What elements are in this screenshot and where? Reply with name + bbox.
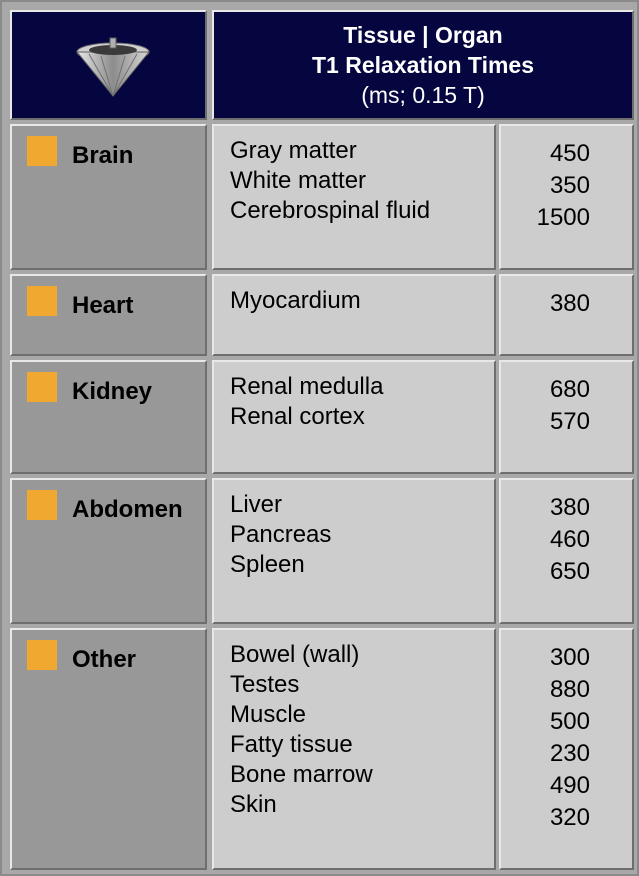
tissues-other xyxy=(212,628,496,870)
category-label: Heart xyxy=(72,292,134,319)
category-swatch xyxy=(27,136,57,166)
diamond-magnet-icon xyxy=(72,34,154,106)
tissue-name: Bone marrow xyxy=(230,761,373,788)
category-label: Kidney xyxy=(72,378,153,405)
category-other xyxy=(10,628,207,870)
values-heart xyxy=(499,274,634,356)
tissues-abdomen xyxy=(212,478,496,624)
values-other xyxy=(499,628,634,870)
tissue-name: Myocardium xyxy=(230,287,361,314)
logo-cell xyxy=(10,10,207,120)
tissue-name: Renal cortex xyxy=(230,403,365,430)
title-line-3: (ms; 0.15 T) xyxy=(361,82,485,108)
t1-value: 500 xyxy=(549,708,590,735)
t1-value: 490 xyxy=(549,772,590,799)
category-heart xyxy=(10,274,207,356)
t1-value: 1500 xyxy=(536,204,590,231)
category-kidney xyxy=(10,360,207,474)
tissue-name: Cerebrospinal fluid xyxy=(230,197,431,224)
values-abdomen xyxy=(499,478,634,624)
tissues-kidney xyxy=(212,360,496,474)
category-brain xyxy=(10,124,207,270)
tissue-name: Liver xyxy=(230,491,283,518)
tissue-name: Renal medulla xyxy=(230,373,384,400)
values-brain xyxy=(499,124,634,270)
t1-value: 680 xyxy=(549,376,590,403)
category-swatch xyxy=(27,372,57,402)
t1-value: 460 xyxy=(549,526,590,553)
tissue-name: Gray matter xyxy=(230,137,357,164)
tissues-brain xyxy=(212,124,496,270)
title-line-2: T1 Relaxation Times xyxy=(312,52,534,78)
values-kidney xyxy=(499,360,634,474)
tissue-name: White matter xyxy=(230,167,367,194)
category-swatch xyxy=(27,286,57,316)
t1-value: 380 xyxy=(549,494,590,521)
tissue-name: Bowel (wall) xyxy=(230,641,360,668)
tissue-name: Testes xyxy=(230,671,300,698)
category-swatch xyxy=(27,640,57,670)
tissue-name: Pancreas xyxy=(230,521,332,548)
t1-value: 300 xyxy=(549,644,590,671)
tissues-heart xyxy=(212,274,496,356)
tissue-name: Fatty tissue xyxy=(230,731,353,758)
tissue-name: Skin xyxy=(230,791,277,818)
table-title xyxy=(212,10,634,120)
category-label: Brain xyxy=(72,142,134,169)
t1-value: 230 xyxy=(549,740,590,767)
title-line-1: Tissue | Organ xyxy=(343,22,503,48)
t1-value: 380 xyxy=(549,290,590,317)
tissue-name: Muscle xyxy=(230,701,307,728)
category-label: Other xyxy=(72,646,137,673)
t1-value: 450 xyxy=(549,140,590,167)
tissue-name: Spleen xyxy=(230,551,305,578)
t1-value: 570 xyxy=(549,408,590,435)
t1-value: 350 xyxy=(549,172,590,199)
t1-value: 320 xyxy=(549,804,590,831)
category-label: Abdomen xyxy=(72,496,183,523)
t1-value: 880 xyxy=(549,676,590,703)
t1-value: 650 xyxy=(549,558,590,585)
category-abdomen xyxy=(10,478,207,624)
category-swatch xyxy=(27,490,57,520)
